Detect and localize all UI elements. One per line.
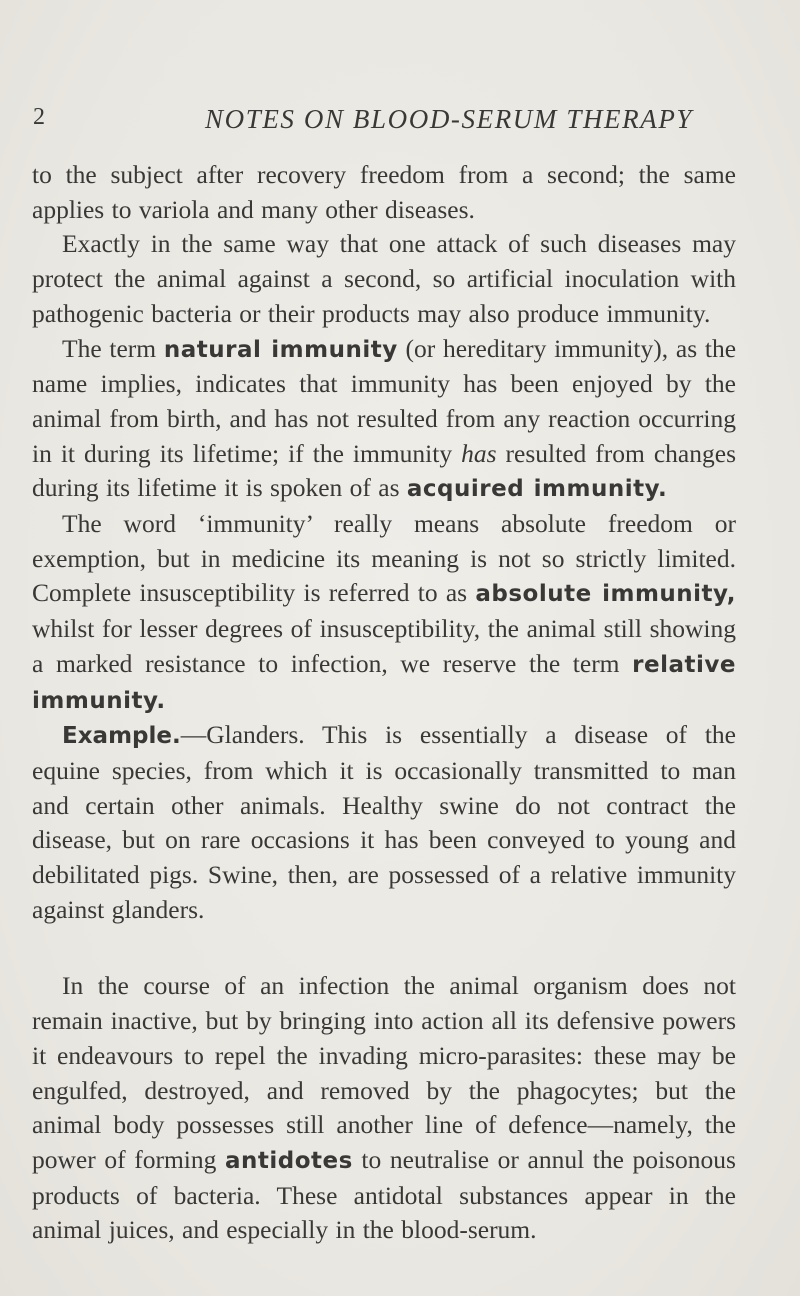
text-run: to neutralise or annul the poisonous products of bacteria. These antidotal substances appear in the animal juices, and especially in the blood-serum. bbox=[32, 1144, 736, 1245]
term-natural-immunity: natural immunity bbox=[163, 336, 398, 363]
example-label: Example. bbox=[62, 723, 181, 750]
text-run: The term bbox=[62, 333, 164, 363]
term-absolute-immunity: absolute immunity, bbox=[475, 581, 736, 608]
text-run: Exactly in the same way that one attack of such diseases may protect the animal against a second, so artificial inoculation with pathogenic bacteria or their products may also produce immunity. bbox=[32, 229, 736, 328]
paragraph-antidotes bbox=[32, 969, 736, 1248]
paragraph-artificial-immunity bbox=[32, 227, 736, 331]
page-number: 2 bbox=[33, 104, 46, 130]
text-run: —Glanders. This is essentially a disease of the equine species, from which it is occasionally transmitted to man and certain other animals. Healthy swine do not contract the disease, but on rare occasions it has been conveyed to young and debilitated pigs. Swine, then, are possessed of a relative immunity against glanders. bbox=[32, 720, 736, 924]
text-run: In the course of an infection the animal organism does not remain inactive, but by bringing into action all its defensive powers it endeavours to repel the invading micro-parasites: these may be engulfed, destroyed, and removed by the phagocytes; but the animal body possesses still another line of defence—namely, the power of forming bbox=[32, 971, 736, 1174]
text-run: whilst for lesser degrees of insusceptibility, the animal still showing a marked resistance to infection, we reserve the term bbox=[32, 614, 736, 678]
page-header bbox=[33, 100, 743, 140]
text-run: (or hereditary immunity), as the name implies, indicates that immunity has been enjoyed by the animal from birth, and has not resulted from any reaction occurring in it during its lifetime; if the immunity bbox=[32, 333, 737, 468]
emphasis-has: has bbox=[461, 438, 497, 468]
body-text bbox=[32, 158, 736, 1248]
running-head: NOTES ON BLOOD-SERUM THERAPY bbox=[205, 104, 694, 134]
term-acquired-immunity: acquired immunity. bbox=[406, 476, 668, 503]
text-run: resulted from changes during its lifetime it is spoken of as bbox=[32, 438, 736, 503]
text-run: The word ‘immunity’ really means absolute freedom or exemption, but in medicine its meaning is not so strictly limited. Complete insusceptibility is referred to as bbox=[32, 509, 736, 608]
paragraph-continuation bbox=[32, 158, 736, 227]
paragraph-natural-immunity bbox=[32, 332, 736, 508]
term-antidotes: antidotes bbox=[224, 1147, 353, 1174]
term-relative-immunity: relative immunity. bbox=[32, 651, 736, 714]
paragraph-immunity-meaning bbox=[32, 507, 736, 718]
paragraph-example-glanders bbox=[32, 718, 736, 927]
text-run: to the subject after recovery freedom from a second; the same applies to variola and many other diseases. bbox=[32, 160, 736, 224]
